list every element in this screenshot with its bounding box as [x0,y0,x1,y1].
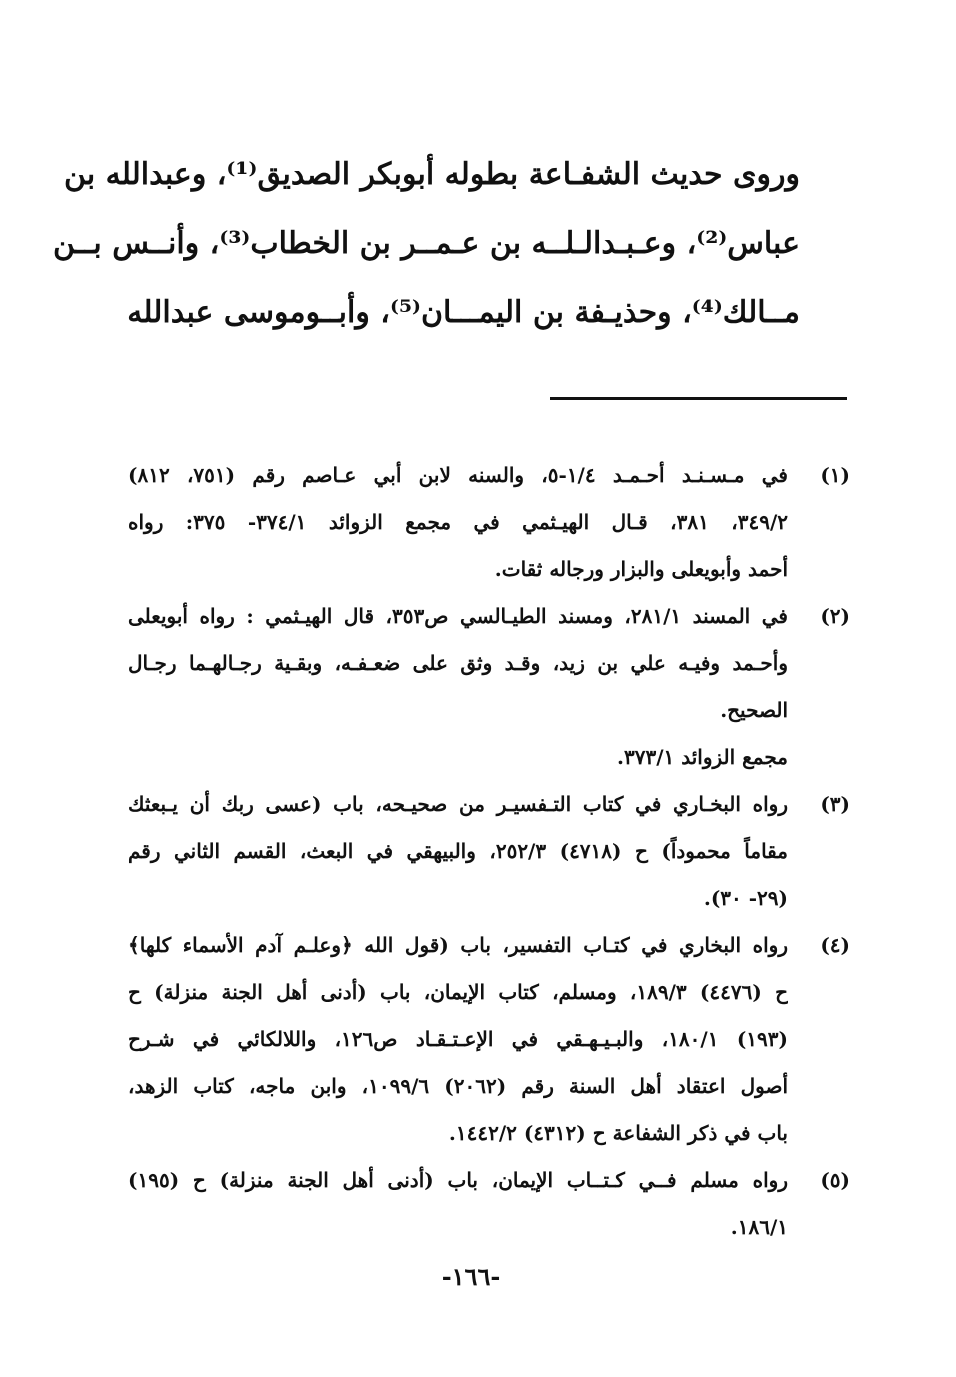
footnote-line: وأحـمد وفيـه علي بن زيد، وقـد وثق على ضعـفـه، وبقـية رجـالهـما رجـال [128,651,788,675]
footnote-number: (٢) [820,604,850,628]
footnote-number: (٣) [820,792,850,816]
footnote-line: ح (٤٤٧٦) ١٨٩/٣، ومسلم، كتاب الإيمان، باب (أدنى أهل الجنة منزلة) ح [128,980,788,1004]
footnote-line: رواه البخـاري في كتاب التـفسيـر من صحيـحه، باب (عسى ربك أن يـبعثك [128,792,788,816]
footnote-line: مقاماً محموداً) ح (٤٧١٨) ٢٥٢/٣، والبيهقي في البعث، القسم الثاني رقم [128,839,788,863]
main-text [53,140,800,347]
footnote-line: (١٩٣) ١٨٠/١، والبـيـهـقي في الإعـتـقـاد ص١٢٦، واللالكائي في شـرح [128,1027,788,1051]
footnote-3 [128,781,850,922]
footnote-line: ٣٤٩/٢، ٣٨١، قـال الهيـثمي في مجمع الزوائد ٣٧٤/١- ٣٧٥: رواه [128,510,788,534]
page-number: -١٦٦- [441,1262,501,1291]
footnote-line: (٢٩- ٣٠). [703,886,788,910]
footnote-divider [550,397,847,400]
footnote-5 [128,1157,850,1251]
footnote-1 [128,452,850,593]
footnote-line: ١٨٦/١. [730,1215,788,1239]
footnote-line: في مـسـنـد أحـمـد ١/٤-٥، والسنه لابن أبي عـاصم رقم (٧٥١، ٨١٢) [128,463,788,487]
footnote-line: أصول اعتقاد أهل السنة رقم (٢٠٦٢) ١٠٩٩/٦، وابن ماجه، كتاب الزهد، [128,1074,788,1098]
main-text-line: مــالك⁽⁴⁾، وحذيـفة بن اليمـــان⁽⁵⁾، وأبــوموسى عبدالله [127,295,800,330]
footnote-4 [128,922,850,1157]
footnote-number: (١) [820,463,850,487]
footnote-number: (٤) [820,933,850,957]
main-text-line: وروى حديث الشفـاعة بطوله أبوبكر الصديق⁽¹⁾، وعبدالله بن [64,157,800,192]
footnote-line: باب في ذكر الشفاعة ح (٤٣١٢) ١٤٤٢/٢. [448,1121,788,1145]
main-text-line: عباس⁽²⁾، وعـبـدالـلــه بن عـمــر بن الخطاب⁽³⁾، وأنــس بــن [53,226,800,261]
footnote-2 [128,593,850,781]
footnote-number: (٥) [820,1168,850,1192]
footnote-line: رواه مسلم فــي كـتــاب الإيمان، باب (أدنى أهل الجنة منزلة) ح (١٩٥) [128,1168,788,1192]
footnote-line: رواه البخاري في كتـاب التفسير، باب (قول الله ﴿وعلـم آدم الأسماء كلها﴾ [128,933,788,957]
footnote-line: أحمد وأبويعلى والبزار ورجاله ثقات. [494,557,788,581]
footnotes [128,452,850,1251]
footnote-line: في المسند ٢٨١/١، ومسند الطيـالسي ص٣٥٣، قال الهيـثمي : رواه أبويعلى [128,604,788,628]
footnote-line: مجمع الزوائد ٣٧٣/١. [617,745,788,769]
footnote-line: الصحيح. [720,698,788,722]
